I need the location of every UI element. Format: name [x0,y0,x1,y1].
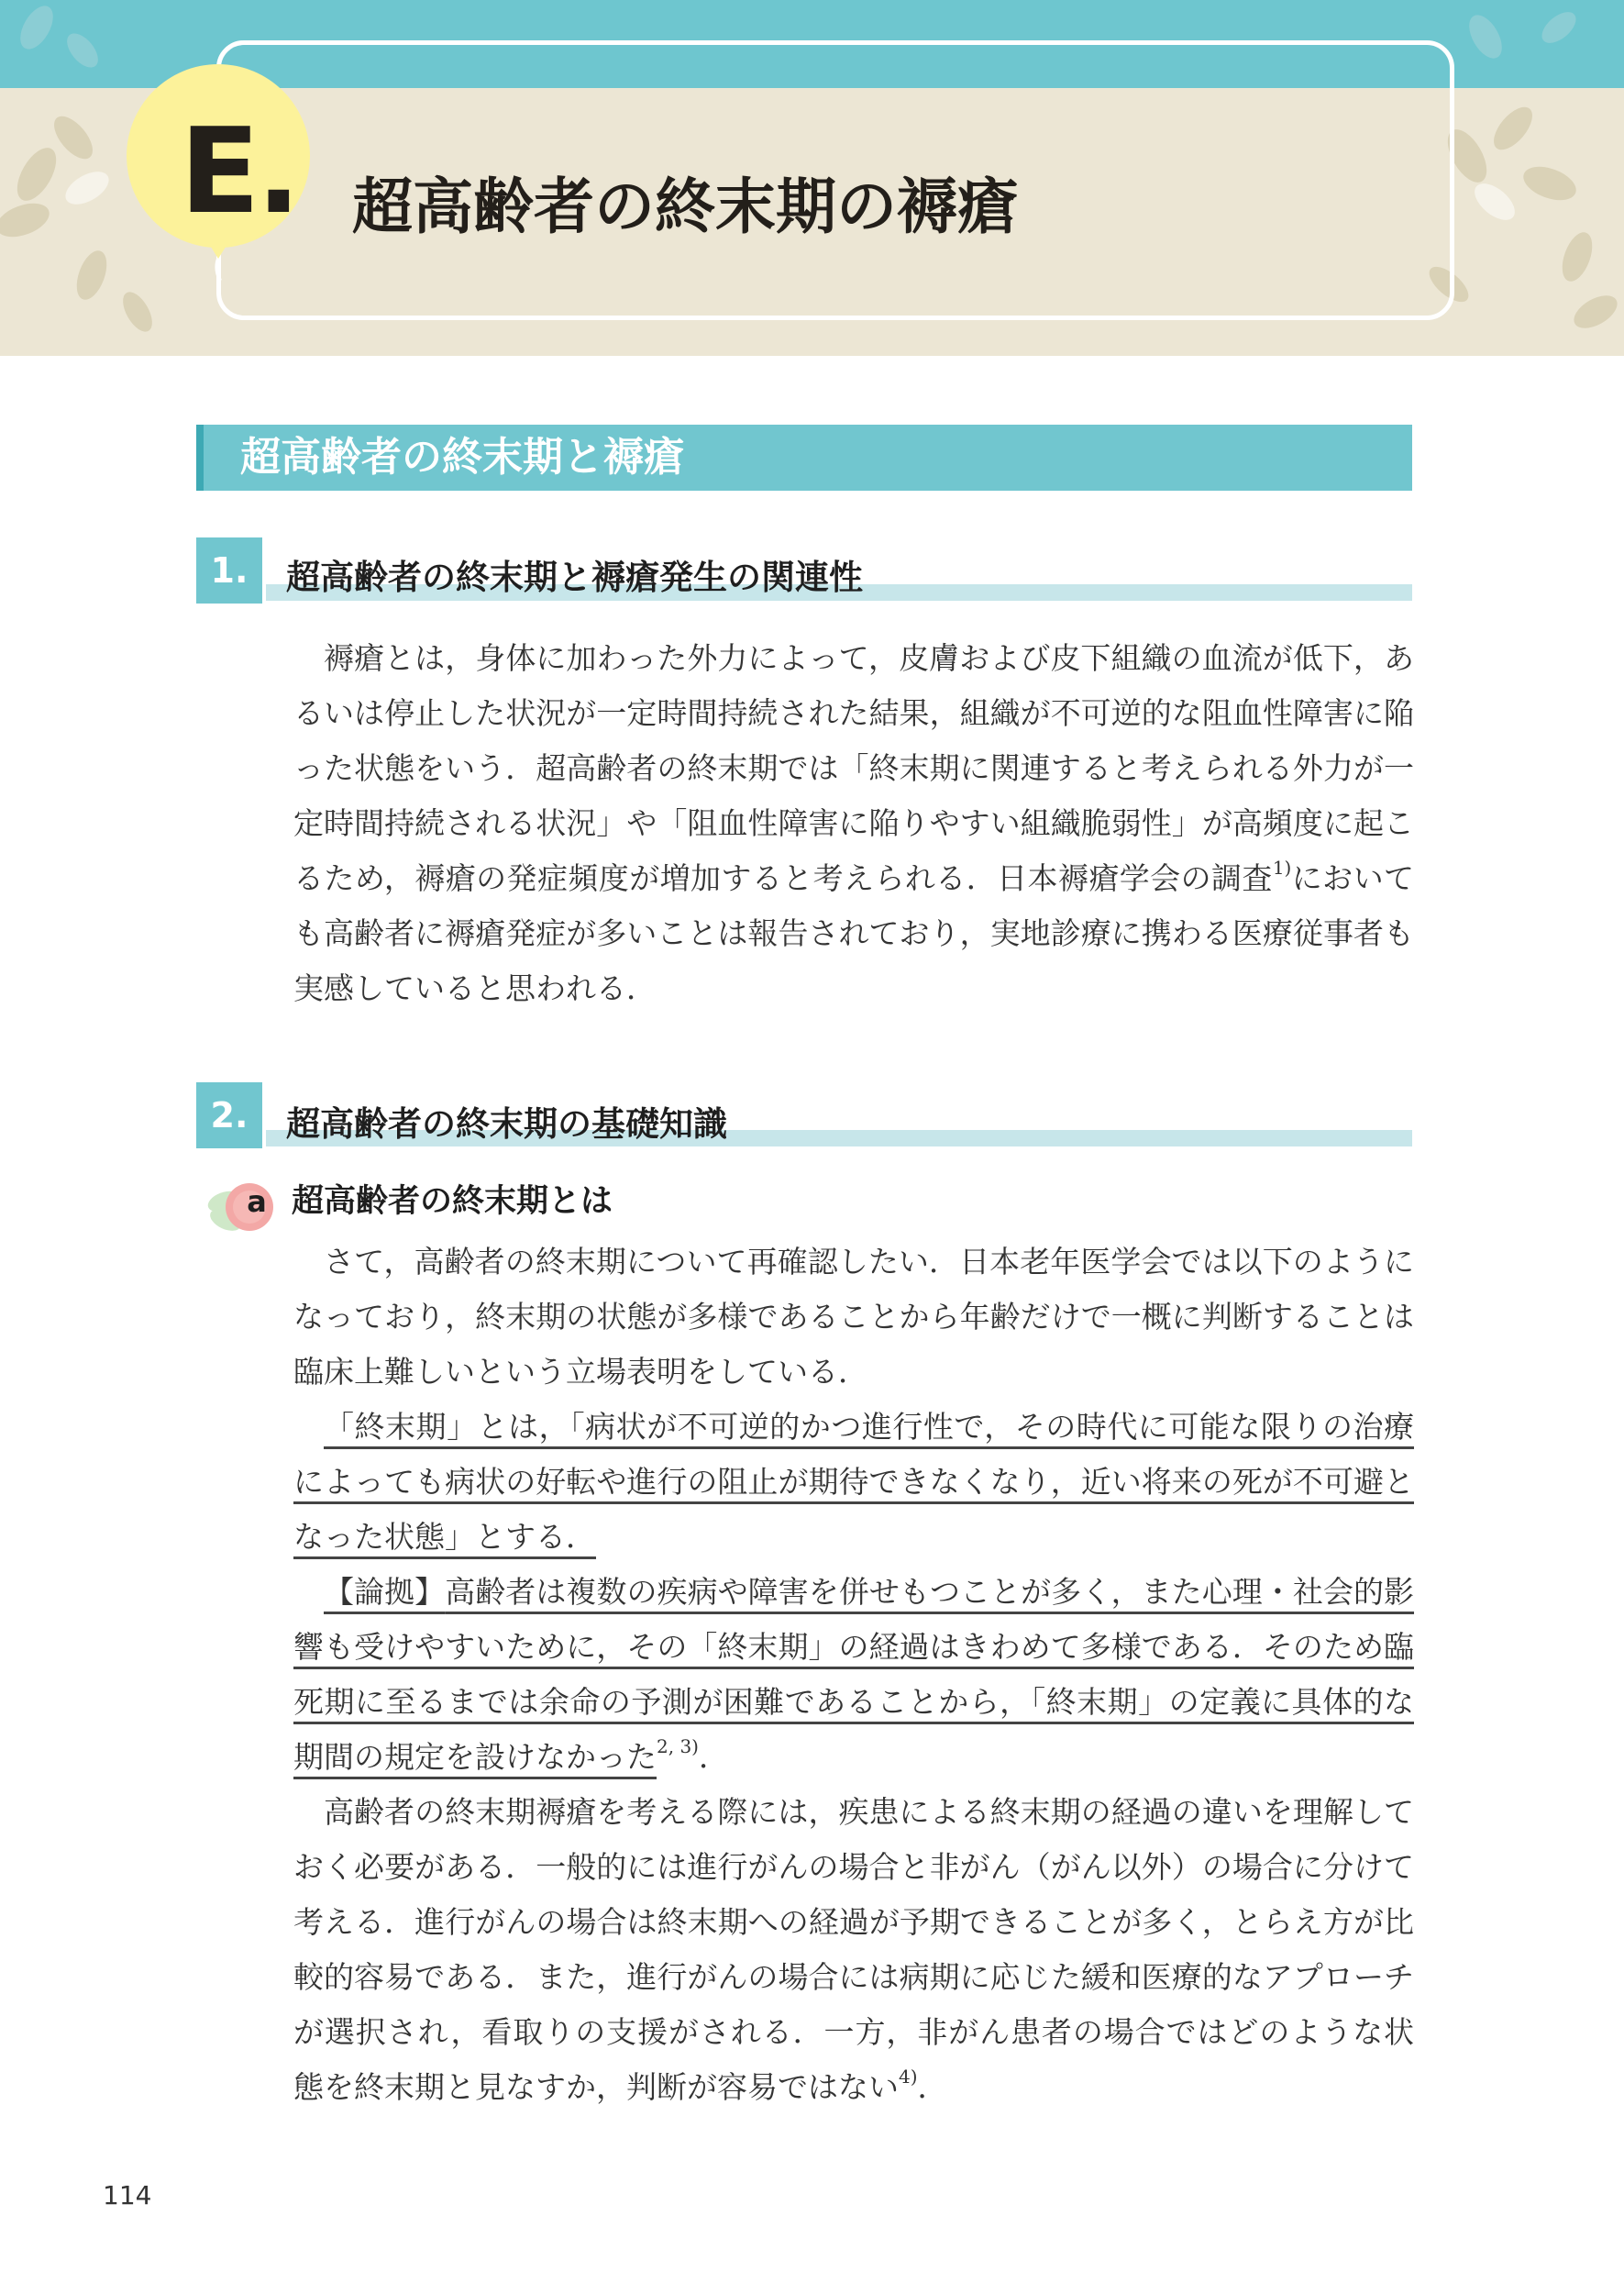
rationale-text: 高齢者は複数の疾病や障害を併せもつことが多く，また心理・社会的影響も受けやすいために，その「終末期」の経過はきわめて多様である．そのため臨死期に至るまでは余命の予測が困難であることから，「終末期」の定義に具体的な期間の規定を設けなかった [293,1574,1415,1775]
definition-paragraph [293,1400,1414,1565]
section-heading-bar [196,425,1412,491]
paragraph-end: ． [917,2069,948,2105]
rationale-paragraph [293,1565,1414,1785]
item-title: 超高齢者の終末期とは [292,1183,613,1220]
subsection-2-body [293,1235,1414,2115]
subsection-number: 1. [196,537,262,604]
citation: 2, 3) [657,1735,699,1757]
chapter-title: 超高齢者の終末期の褥瘡 [352,172,1018,242]
paragraph-text: 高齢者の終末期褥瘡を考える際には，疾患による終末期の経過の違いを理解しておく必要がある．一般的には進行がんの場合と非がん（がん以外）の場合に分けて考える．進行がんの場合は終末期への経過が予期できることが多く，とらえ方が比較的容易である．また，進行がんの場合には病期に応じた緩和医療的なアプローチが選択され，看取りの支援がされる．一方，非がん患者の場合ではどのような状態を終末期と見なすか，判断が容易ではない [293,1794,1415,2105]
item-marker: a [247,1184,267,1219]
page-number: 114 [103,2180,152,2210]
paragraph-text: においても高齢者に褥瘡発症が多いことは報告されており，実地診療に携わる医療従事者も実感していると思われる． [293,860,1415,1006]
subsection-number: 2. [196,1082,262,1148]
subsection-title: 超高齢者の終末期の基礎知識 [286,1104,727,1144]
paragraph-text: 褥瘡とは，身体に加わった外力によって，皮膚および皮下組織の血流が低下，あるいは停止した状況が一定時間持続された結果，組織が不可逆的な阻血性障害に陥った状態をいう．超高齢者の終末期では「終末期に関連すると考えられる外力が一定時間持続される状況」や「阻血性障害に陥りやすい組織脆弱性」が高頻度に起こるため，褥瘡の発症頻度が増加すると考えられる．日本褥瘡学会の調査 [293,640,1414,896]
definition-text: 「終末期」とは，「病状が不可逆的かつ進行性で，その時代に可能な限りの治療によっても病状の好転や進行の阻止が期待できなくなり，近い将来の死が不可避となった状態」とする． [293,1409,1414,1555]
chapter-letter: E. [180,104,298,240]
rationale-end: ． [698,1739,729,1775]
paragraph [293,1785,1414,2115]
citation: 4) [899,2066,918,2088]
citation: 1) [1272,857,1292,879]
paragraph: さて，高齢者の終末期について再確認したい．日本老年医学会では以下のようになっており，終末期の状態が多様であることから年齢だけで一概に判断することは臨床上難しいという立場表明をしている． [293,1244,1414,1390]
rationale-label: 【論拠】 [324,1574,446,1610]
subsection-1-body [293,631,1414,1016]
section-title: 超高齢者の終末期と褥瘡 [240,434,684,481]
subsection-title: 超高齢者の終末期と褥瘡発生の関連性 [286,558,863,597]
paragraph [293,631,1414,1016]
